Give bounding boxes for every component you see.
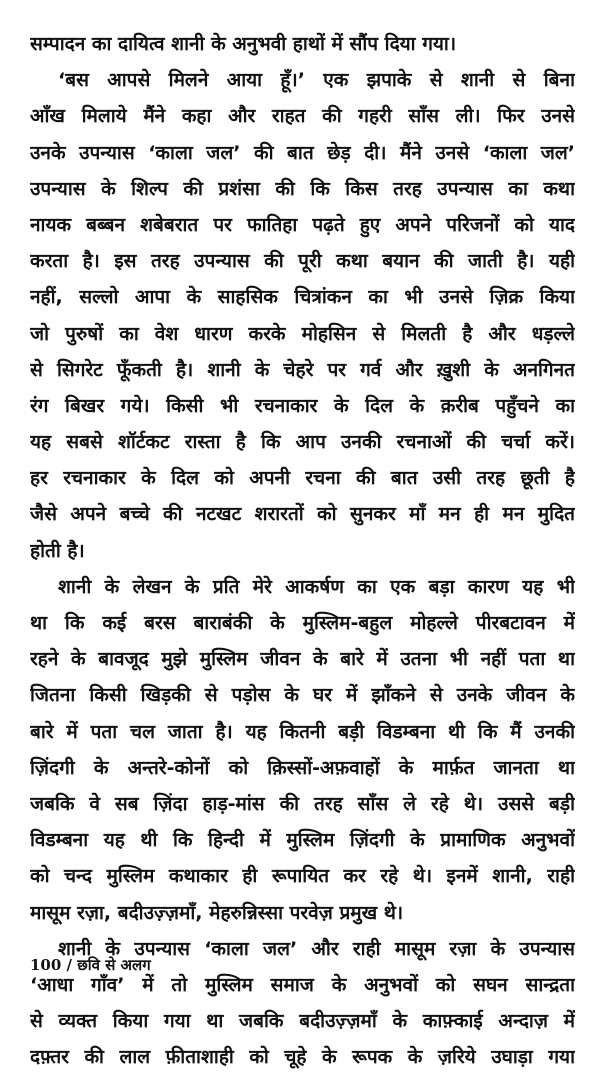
text-line: शानी के उपन्यास ‘काला जल’ और राही मासूम रज़ा के उपन्यास [58,937,575,960]
text-line: ‘बस आपसे मिलने आया हूँ।’ एक झपाके से शानी से बिना [58,69,575,92]
text-line: को चन्द मुस्लिम कथाकार ही रूपायित कर रहे थे। इनमें शानी, राही [30,865,575,888]
text-line: उपन्यास के शिल्प की प्रशंसा की कि किस तरह उपन्यास का कथा [30,177,575,200]
text-line: रहने के बावजूद मुझे मुस्लिम जीवन के बारे में उतना भी नहीं पता था [30,648,575,671]
text-line: जबकि वे सब ज़िंदा हाड़-मांस की तरह साँस ले रहे थे। उससे बड़ी [30,792,575,815]
text-line: होती है। [30,539,85,562]
text-line: जो पुरुषों का वेश धारण करके मोहसिन से मिलती है और धड़ल्ले [30,322,575,345]
text-line: आँख मिलाये मैंने कहा और राहत की गहरी साँस ली। फिर उनसे [30,105,575,128]
text-line: जैसे अपने बच्चे की नटखट शरारतों को सुनकर माँ मन ही मन मुदित [30,503,575,526]
text-line: हर रचनाकार के दिल को अपनी रचना की बात उसी तरह छूती है [30,467,575,490]
text-line: से सिगरेट फूँकती है। शानी के चेहरे पर गर्व और ख़ुशी के अनगिनत [30,358,575,381]
page-footer: 100 / छवि से अलग [30,956,151,974]
text-line: ज़िंदगी के अन्तरे-कोनों को क़िस्सों-अफ़वाहों के मार्फ़त जानता था [30,756,575,779]
text-line: ‘आधा गाँव’ में तो मुस्लिम समाज के अनुभवों को सघन सान्द्रता [30,973,575,996]
text-line: करता है। इस तरह उपन्यास की पूरी कथा बयान की जाती है। यही [30,250,575,273]
text-line: यह सबसे शॉर्टकट रास्ता है कि आप उनकी रचनाओं की चर्चा करें। [30,431,575,454]
text-line: था कि कई बरस बाराबंकी के मुस्लिम-बहुल मोहल्ले पीरबटावन में [30,612,575,634]
text-line: मासूम रज़ा, बदीउज़्ज़माँ, मेहरुन्निस्सा परवेज़ प्रमुख थे। [30,901,404,924]
text-line: नायक बब्बन शबेबरात पर फातिहा पढ़ते हुए अपने परिजनों को याद [30,213,575,236]
text-line: उनके उपन्यास ‘काला जल’ की बात छेड़ दी। मैंने उनसे ‘काला जल’ [30,141,575,164]
text-line: सम्पादन का दायित्व शानी के अनुभवी हाथों में सौंप दिया गया। [30,33,457,55]
text-line: बारे में पता चल जाता है। यह कितनी बड़ी विडम्बना थी कि मैं उनकी [30,720,575,743]
text-line: जितना किसी खिड़की से पड़ोस के घर में झाँकने से उनके जीवन के [30,684,575,707]
text-line: विडम्बना यह थी कि हिन्दी में मुस्लिम ज़िंदगी के प्रामाणिक अनुभवों [30,829,575,852]
text-line: नहीं, सल्लो आपा के साहसिक चित्रांकन का भी उनसे ज़िक्र किया [30,286,575,309]
text-line: दफ़्तर की लाल फ़ीताशाही को चूहे के रूपक के ज़रिये उघाड़ा गया [30,1046,575,1069]
page-body [30,26,575,1075]
text-line: से व्यक्त किया गया था जबकि बदीउज़्ज़माँ के काफ़्काई अन्दाज़ में [30,1010,575,1033]
text-line: शानी के लेखन के प्रति मेरे आकर्षण का एक बड़ा कारण यह भी [58,575,575,598]
text-line: रंग बिखर गये। किसी भी रचनाकार के दिल के क़रीब पहुँचने का [30,394,575,417]
